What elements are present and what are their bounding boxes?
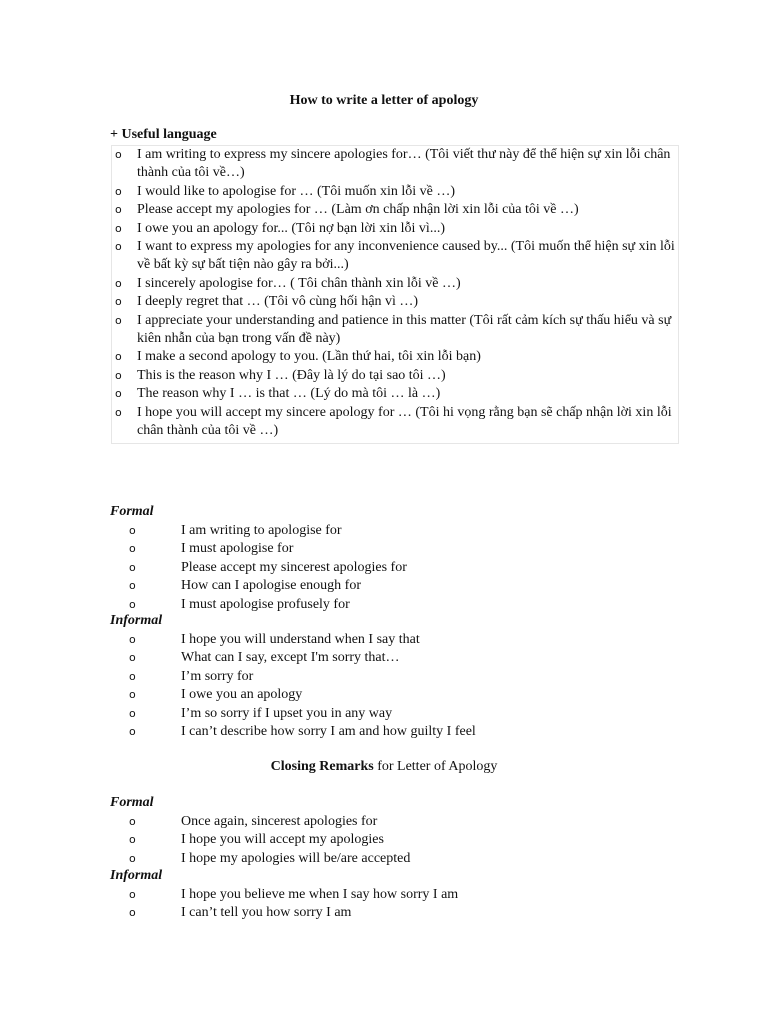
list-item: [110, 668, 670, 686]
bullet-icon: o: [115, 184, 122, 198]
bullet-icon: o: [115, 387, 122, 401]
page-title: How to write a letter of apology: [289, 93, 479, 108]
list-item: [112, 220, 678, 238]
useful-language-heading: + Useful language: [110, 127, 217, 142]
list-item-text: I hope you will accept my apologies: [181, 832, 384, 848]
opening-informal-list: [110, 631, 670, 741]
list-item-text: I hope you believe me when I say how sorry I am: [181, 887, 459, 902]
list-item: [112, 293, 678, 311]
list-item-text: I hope my apologies will be/are accepted: [181, 850, 411, 866]
list-item: [110, 904, 670, 922]
bullet-icon: o: [129, 906, 136, 920]
list-item: [112, 385, 678, 403]
list-item-text: Once again, sincerest apologies for: [181, 814, 378, 829]
opening-formal-label: Formal: [110, 504, 154, 519]
list-item: [110, 705, 670, 723]
list-item: [112, 201, 678, 219]
opening-informal-label: Informal: [110, 613, 163, 628]
useful-language-list: [112, 146, 678, 441]
closing-informal-label: Informal: [110, 868, 163, 883]
bullet-icon: o: [129, 579, 136, 593]
list-item: [112, 238, 678, 275]
bullet-icon: o: [129, 651, 136, 665]
list-item-text: The reason why I … is that … (Lý do mà tôi … là …): [137, 386, 441, 402]
list-item: [110, 577, 670, 595]
list-item-text: I can’t describe how sorry I am and how guilty I feel: [181, 723, 476, 739]
list-item-text: I owe you an apology for... (Tôi nợ bạn lời xin lỗi vì...): [137, 220, 445, 236]
list-item-text: Please accept my apologies for … (Làm ơn chấp nhận lời xin lỗi của tôi về …): [137, 202, 579, 218]
bullet-icon: o: [115, 240, 122, 254]
list-item: [110, 631, 670, 649]
bullet-icon: o: [129, 833, 136, 847]
bullet-icon: o: [129, 688, 136, 702]
closing-informal-list: [110, 886, 670, 923]
list-item: [110, 522, 670, 540]
list-item: [110, 559, 670, 577]
bullet-icon: o: [129, 633, 136, 646]
bullet-icon: o: [129, 560, 136, 574]
list-item-text: I must apologise profusely for: [181, 596, 350, 612]
bullet-icon: o: [115, 313, 122, 327]
closing-remarks-heading: [0, 759, 768, 775]
bullet-icon: o: [115, 221, 122, 235]
bullet-icon: o: [115, 148, 122, 161]
list-item-text: I sincerely apologise for… ( Tôi chân thành xin lỗi về …): [137, 275, 461, 291]
bullet-icon: o: [129, 706, 136, 720]
bullet-icon: o: [129, 815, 136, 828]
closing-heading-bold: Closing Remarks: [270, 759, 374, 774]
bullet-icon: o: [129, 888, 136, 901]
list-item-text: I’m so sorry if I upset you in any way: [181, 705, 393, 721]
list-item: [110, 723, 670, 741]
list-item: [112, 404, 678, 441]
list-item: [112, 367, 678, 385]
list-item: [110, 831, 670, 849]
list-item: [110, 596, 670, 614]
bullet-icon: o: [129, 524, 136, 537]
list-item: [110, 813, 670, 831]
bullet-icon: o: [115, 368, 122, 382]
list-item: [112, 348, 678, 366]
list-item: [112, 275, 678, 293]
bullet-icon: o: [129, 597, 136, 611]
closing-heading-rest: for Letter of Apology: [373, 759, 498, 774]
list-item-text: I make a second apology to you. (Lần thứ hai, tôi xin lỗi bạn): [137, 349, 481, 365]
opening-formal-list: [110, 522, 670, 614]
closing-formal-label: Formal: [110, 795, 154, 810]
list-item-text: I am writing to apologise for: [181, 523, 342, 538]
bullet-icon: o: [115, 203, 122, 217]
useful-language-box: [111, 145, 679, 444]
bullet-icon: o: [129, 669, 136, 683]
list-item-text: What can I say, except I'm sorry that…: [181, 650, 400, 666]
bullet-icon: o: [115, 350, 122, 364]
list-item-text: I am writing to express my sincere apologies for… (Tôi viết thư này để thể hiện sự xin lỗi chân thành của tôi về…): [137, 147, 671, 181]
list-item: [110, 850, 670, 868]
list-item: [110, 649, 670, 667]
list-item-text: I can’t tell you how sorry I am: [181, 905, 352, 921]
bullet-icon: o: [129, 542, 136, 556]
list-item-text: I hope you will understand when I say that: [181, 632, 420, 647]
list-item: [110, 686, 670, 704]
list-item-text: I’m sorry for: [181, 668, 254, 684]
list-item-text: This is the reason why I … (Đây là lý do tại sao tôi …): [137, 367, 446, 383]
bullet-icon: o: [115, 405, 122, 419]
list-item-text: I deeply regret that … (Tôi vô cùng hối hận vì …): [137, 294, 419, 310]
list-item: [110, 540, 670, 558]
list-item-text: I want to express my apologies for any inconvenience caused by... (Tôi muốn thể hiện sự xin lỗi về bất kỳ sự bất tiện nào gây ra bởi...): [137, 239, 675, 273]
list-item: [112, 146, 678, 183]
list-item-text: I hope you will accept my sincere apology for … (Tôi hi vọng rằng bạn sẽ chấp nhận lời xin lỗi chân thành của tôi về …): [137, 404, 672, 439]
list-item: [110, 886, 670, 904]
bullet-icon: o: [129, 724, 136, 738]
list-item-text: I would like to apologise for … (Tôi muốn xin lỗi về …): [137, 183, 456, 199]
list-item-text: I appreciate your understanding and patience in this matter (Tôi rất cảm kích sự thấu hiểu và sự kiên nhẫn của bạn trong vấn đề này): [137, 312, 672, 347]
bullet-icon: o: [129, 851, 136, 865]
list-item: [112, 183, 678, 201]
closing-formal-list: [110, 813, 670, 868]
list-item-text: I must apologise for: [181, 541, 294, 557]
list-item-text: I owe you an apology: [181, 687, 303, 703]
bullet-icon: o: [115, 276, 122, 290]
list-item-text: Please accept my sincerest apologies for: [181, 559, 407, 575]
list-item-text: How can I apologise enough for: [181, 578, 362, 594]
bullet-icon: o: [115, 295, 122, 309]
list-item: [112, 312, 678, 349]
